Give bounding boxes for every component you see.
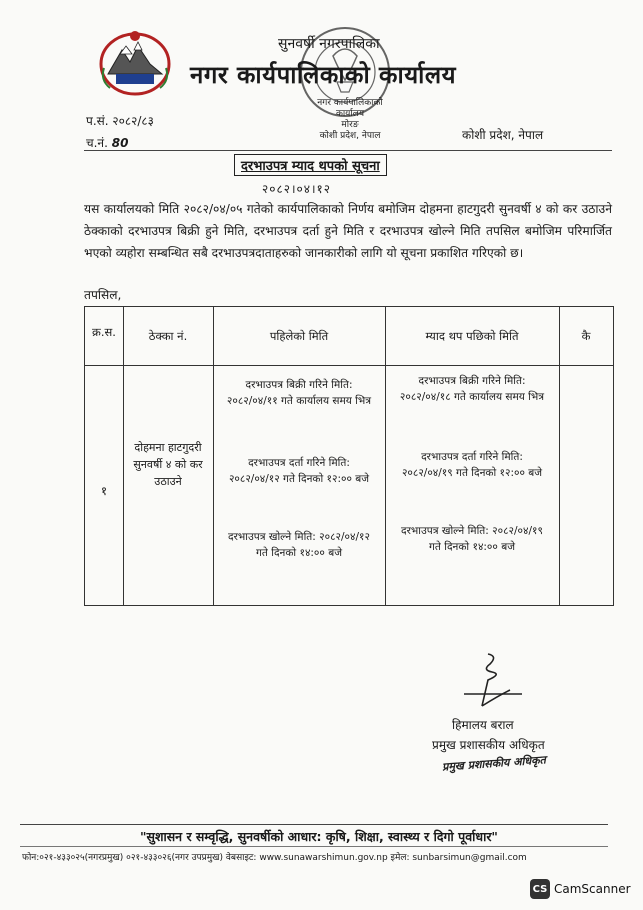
notice-title: दरभाउपत्र म्याद थपको सूचना: [234, 154, 387, 176]
details-label: तपसिल,: [84, 288, 122, 302]
extended-registration-date: दरभाउपत्र दर्ता गरिने मिति: २०८२/०४/१९ गते दिनको १२:०० बजे: [401, 451, 543, 479]
header-extended-date: म्याद थप पछिको मिति: [425, 329, 519, 343]
header-sn: क्र.स.: [92, 325, 116, 339]
seal-line-3: कोशी प्रदेश, नेपाल: [319, 131, 381, 141]
column-divider: [213, 307, 214, 605]
seal-line-1: नगर कार्यपालिकाको कार्यालय: [317, 98, 383, 119]
footer-motto: "सुशासन र सम्वृद्धि, सुनवर्षीको आधार: कृषि, शिक्षा, स्वास्थ्य र दिगो पूर्वाधार": [140, 829, 498, 844]
reference-number: प.सं. २०८२/८३: [86, 114, 154, 128]
dispatch-label: च.नं.: [86, 136, 108, 150]
camscanner-watermark: [530, 878, 634, 900]
footer-contact: फोन:०२१-४३३०२५(नगरप्रमुख) ०२१-४३३०२६(नगर उपप्रमुख) वेबसाइट: www.sunawarshimun.gov.np इमेल: sunbarsimun@gmail.com: [22, 853, 527, 863]
camscanner-label: CamScanner: [554, 882, 631, 896]
nepal-emblem-icon: [96, 28, 174, 98]
signature-icon: [458, 650, 528, 710]
previous-sale-date: दरभाउपत्र बिक्री गरिने मिति: २०८२/०४/११ गते कार्यालय समय भित्र: [226, 379, 372, 407]
column-divider: [559, 307, 560, 605]
dispatch-value: 80: [111, 136, 129, 150]
header-remarks: कै: [581, 329, 591, 343]
extended-sale-date: दरभाउपत्र बिक्री गरिने मिति: २०८२/०४/१८ गते कार्यालय समय भित्र: [399, 375, 545, 403]
header-contract: ठेक्का नं.: [148, 329, 188, 343]
column-divider: [123, 307, 124, 605]
row-contract: दोहमना हाटगुदरी सुनवर्षी ४ को कर उठाउने: [133, 441, 203, 488]
header-divider: [84, 150, 612, 151]
extended-opening-date: दरभाउपत्र खोल्ने मिति: २०८२/०४/१९ गते दिनको १४:०० बजे: [401, 525, 543, 553]
header-row-divider: [85, 365, 613, 366]
previous-opening-date: दरभाउपत्र खोल्ने मिति: २०८२/०४/१२ गते दिनको १४:०० बजे: [228, 531, 370, 559]
signer-name: हिमालय बराल: [452, 718, 514, 732]
signer-stamp: प्रमुख प्रशासकीय अधिकृत: [441, 753, 547, 774]
footer-divider: [20, 824, 608, 825]
municipality-name: सुनवर्षी नगरपालिका: [278, 36, 380, 52]
seal-text: [305, 98, 395, 142]
office-title: नगर कार्यपालिकाको कार्यालय: [190, 61, 457, 89]
schedule-table: [84, 306, 614, 606]
seal-line-2: मोरङ: [341, 120, 359, 130]
row-sn: १: [100, 484, 108, 498]
signer-title: प्रमुख प्रशासकीय अधिकृत: [432, 738, 545, 752]
footer-divider: [20, 846, 608, 847]
dispatch-number: [86, 134, 128, 151]
camscanner-logo-icon: CS: [530, 879, 550, 899]
column-divider: [385, 307, 386, 605]
notice-date: २०८२।०४।१२: [262, 182, 332, 196]
previous-registration-date: दरभाउपत्र दर्ता गरिने मिति: २०८२/०४/१२ गते दिनको १२:०० बजे: [228, 457, 370, 485]
province-location: कोशी प्रदेश, नेपाल: [462, 128, 544, 142]
notice-body: यस कार्यालयको मिति २०८२/०४/०५ गतेको कार्यपालिकाको निर्णय बमोजिम दोहमना हाटगुदरी सुनवर्षी ४ को कर उठाउने ठेक्काको दरभाउपत्र बिक्री हुने मिति, दरभाउपत्र दर्ता हुने मिति र दरभाउपत्र खोल्ने मिति तपसिल बमोजिम परिमार्जित भएको व्यहोरा सम्बन्धित सबै दरभाउपत्रदाताहरुको जानकारीको लागि यो सूचना प्रकाशित गरिएको छ।: [84, 202, 612, 260]
header-previous-date: पहिलेको मिति: [269, 329, 329, 343]
